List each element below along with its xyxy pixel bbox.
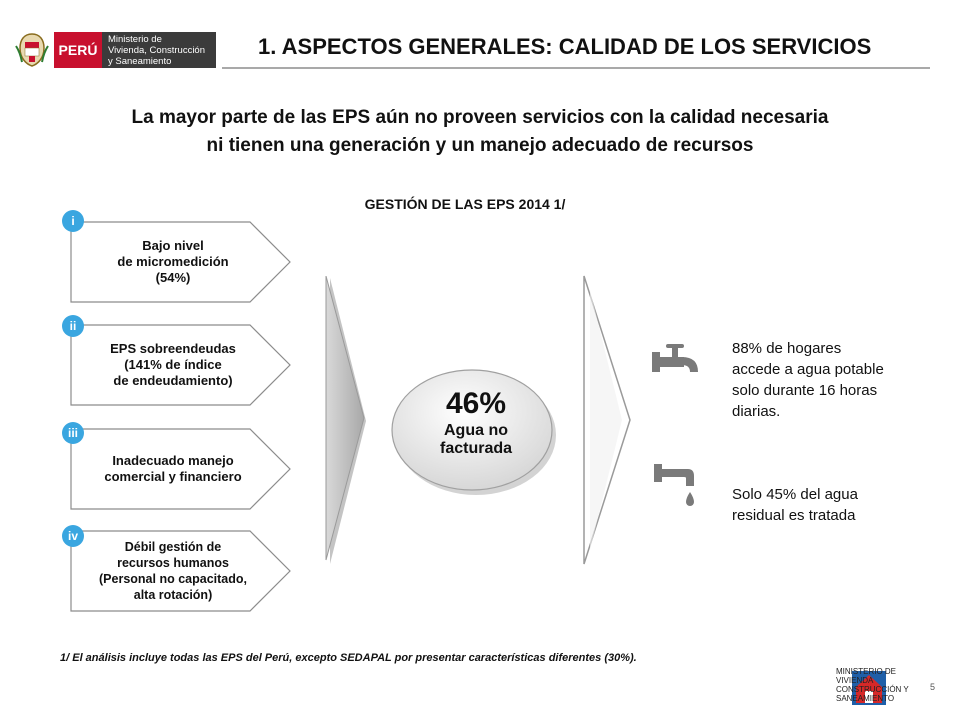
factor-line: Débil gestión de [124,540,222,554]
ministry-name-line: Vivienda, Construcción [108,45,205,56]
ministry-name-line: Ministerio de [108,34,162,45]
footer-logo-line: VIVIENDA [836,676,874,685]
footer-logo-text [836,667,909,703]
outcome-text [732,338,884,422]
outcome-line: accede a agua potable [732,361,884,378]
outcome-text [732,484,858,526]
ministry-logo [14,30,204,70]
footer-logo-line: CONSTRUCCIÓN Y [836,685,909,694]
page-number: 5 [930,682,936,692]
slide-subtitle [40,104,920,160]
ministry-name-line: y Saneamiento [108,56,172,67]
coat-of-arms-icon [14,30,50,70]
factor-badge: i [62,210,84,232]
factor-text [70,428,270,510]
factor-text [70,530,270,612]
title-divider [222,67,930,69]
factor-line: Inadecuado manejo [112,453,234,468]
factor-badge: ii [62,315,84,337]
factor-line: alta rotación) [133,588,213,602]
factor-line: EPS sobreendeudas [110,341,236,356]
result-arrow [582,274,634,566]
factor-line: Bajo nivel [142,238,204,253]
ministry-name [102,32,216,68]
factor-badge: iii [62,422,84,444]
kpi-value: 46% [445,387,507,420]
outcome-line: Solo 45% del agua [732,486,858,503]
factor-chevron [70,428,292,510]
page-title: 1. ASPECTOS GENERALES: CALIDAD DE LOS SERVICIOS [258,34,872,59]
factor-chevron [70,530,292,612]
outcome-line: 88% de hogares [732,340,842,357]
factor-line: de endeudamiento) [113,373,233,388]
center-kpi [406,386,546,458]
factor-text [70,324,270,406]
footer-logo-line: MINISTERIO DE [836,667,897,676]
outcome-line: diarias. [732,403,781,420]
water-tap-icon [652,344,702,380]
factor-text [70,221,270,303]
factor-chevron [70,324,292,406]
factor-line: (54%) [155,270,191,285]
diagram-title: GESTIÓN DE LAS EPS 2014 1/ [364,196,566,212]
footnote: 1/ El análisis incluye todas las EPS del Perú, excepto SEDAPAL por presentar características diferentes (30%). [60,652,637,664]
factor-line: comercial y financiero [104,469,242,484]
kpi-label [406,422,546,458]
subtitle-line: La mayor parte de las EPS aún no proveen servicios con la calidad necesaria [131,107,829,128]
factor-line: (141% de índice [124,357,222,372]
factor-line: de micromedición [117,254,229,269]
outcome-line: solo durante 16 horas [732,382,878,399]
leaking-pipe-icon [654,460,704,510]
subtitle-line: ni tienen una generación y un manejo adecuado de recursos [206,135,754,156]
factor-chevron [70,221,292,303]
factor-line: (Personal no capacitado, [99,572,247,586]
factor-badge: iv [62,525,84,547]
converge-arrow [320,276,370,566]
footer-logo-line: SANEAMIENTO [836,694,895,703]
kpi-label-line: facturada [439,440,513,457]
factor-line: recursos humanos [117,556,229,570]
outcome-line: residual es tratada [732,507,856,524]
peru-label: PERÚ [54,32,102,68]
kpi-label-line: Agua no [444,422,508,439]
